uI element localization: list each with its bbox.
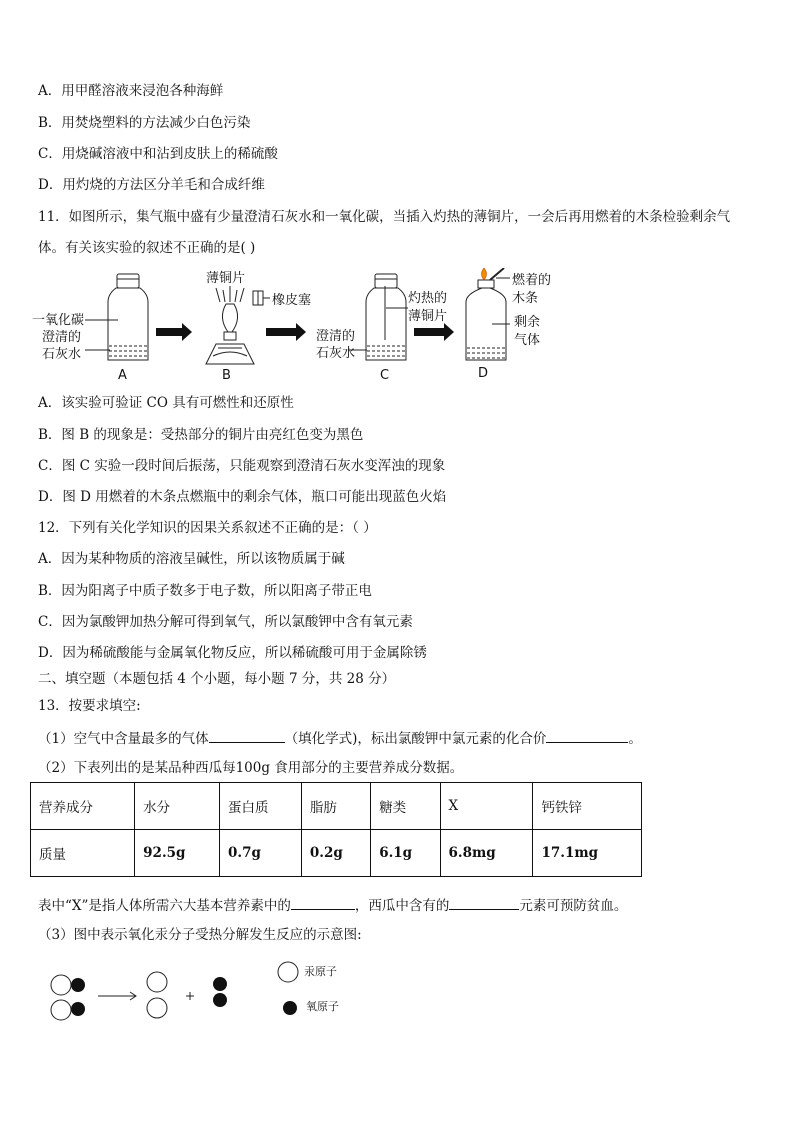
q13-part3: （3）图中表示氧化汞分子受热分解发生反应的示意图: bbox=[38, 927, 362, 943]
q12-stem: 12．下列有关化学知识的因果关系叙述不正确的是：（ ） bbox=[38, 520, 377, 536]
table-cell: 糖类 bbox=[371, 783, 440, 830]
table-cell: 钙铁锌 bbox=[533, 783, 642, 830]
table-cell: 6.8mg bbox=[440, 830, 533, 877]
table-header-row bbox=[31, 783, 642, 830]
nutrition-table bbox=[30, 782, 642, 877]
table-cell: 蛋白质 bbox=[220, 783, 302, 830]
table-row bbox=[31, 830, 642, 877]
bottle-d bbox=[466, 268, 510, 360]
label-remaining-gas-2: 气体 bbox=[514, 333, 541, 348]
q10-option-c: C．用烧碱溶液中和沾到皮肤上的稀硫酸 bbox=[38, 146, 278, 162]
label-hot-copper-2: 薄铜片 bbox=[408, 309, 448, 324]
label-hot-copper-1: 灼热的 bbox=[408, 291, 448, 306]
table-cell: 6.1g bbox=[371, 830, 440, 877]
q13-part1-text-c: 。 bbox=[628, 731, 642, 747]
table-cell: 92.5g bbox=[135, 830, 220, 877]
table-cell: 脂肪 bbox=[301, 783, 370, 830]
q11-option-d: D．图 D 用燃着的木条点燃瓶中的剩余气体，瓶口可能出现蓝色火焰 bbox=[38, 489, 447, 505]
q13-stem: 13．按要求填空: bbox=[38, 698, 141, 714]
q11-experiment-figure bbox=[30, 268, 570, 386]
table-cell: 17.1mg bbox=[533, 830, 642, 877]
label-burning-stick-2: 木条 bbox=[512, 291, 539, 306]
q11-stem-line1: 11．如图所示，集气瓶中盛有少量澄清石灰水和一氧化碳，当插入灼热的薄铜片，一会后再用燃着的木条检验剩余气 bbox=[38, 209, 731, 225]
label-co: 一氧化碳 bbox=[32, 313, 85, 328]
arrow-1 bbox=[156, 323, 192, 341]
q11-option-c: C．图 C 实验一段时间后振荡，只能观察到澄清石灰水变浑浊的现象 bbox=[38, 458, 446, 474]
q13-after-text-a: 表中“X”是指人体所需六大基本营养素中的 bbox=[38, 898, 291, 914]
flame-icon bbox=[482, 268, 487, 280]
q13-part1-text-b: （填化学式)，标出氯酸钾中氯元素的化合价 bbox=[284, 731, 547, 747]
caption-c: C bbox=[380, 368, 390, 383]
q12-option-c: C．因为氯酸钾加热分解可得到氧气，所以氯酸钾中含有氧元素 bbox=[38, 614, 413, 630]
arrow-3 bbox=[414, 323, 454, 341]
hgo-decomposition-diagram bbox=[48, 958, 388, 1026]
q12-option-b: B．因为阳离子中质子数多于电子数，所以阳离子带正电 bbox=[38, 583, 372, 599]
legend-mercury-atom: 汞原子 bbox=[304, 965, 337, 978]
label-rubber-stopper: 橡皮塞 bbox=[272, 293, 312, 308]
answer-blank-element[interactable] bbox=[449, 895, 519, 910]
legend-oxygen-atom: 氧原子 bbox=[306, 1000, 339, 1013]
q13-part1-text-a: （1）空气中含量最多的气体 bbox=[38, 731, 209, 747]
q12-option-a: A．因为某种物质的溶液呈碱性，所以该物质属于碱 bbox=[38, 551, 345, 567]
q11-option-a: A．该实验可验证 CO 具有可燃性和还原性 bbox=[38, 395, 294, 411]
label-limewater-a-1: 澄清的 bbox=[42, 330, 82, 345]
caption-b: B bbox=[222, 368, 231, 383]
q13-part1 bbox=[38, 728, 758, 748]
q13-after-table bbox=[38, 895, 758, 915]
q10-option-d: D．用灼烧的方法区分羊毛和合成纤维 bbox=[38, 177, 265, 193]
q13-after-text-b: ，西瓜中含有的 bbox=[354, 898, 450, 914]
caption-a: A bbox=[118, 368, 127, 383]
answer-blank-valence[interactable] bbox=[546, 728, 628, 743]
answer-blank-gas[interactable] bbox=[209, 728, 285, 743]
label-burning-stick-1: 燃着的 bbox=[512, 273, 552, 288]
q10-option-b: B．用焚烧塑料的方法减少白色污染 bbox=[38, 115, 251, 131]
q13-after-text-c: 元素可预防贫血。 bbox=[519, 898, 628, 914]
bottle-c bbox=[348, 274, 408, 360]
table-cell: 质量 bbox=[31, 830, 135, 877]
lamp-b bbox=[206, 286, 270, 364]
caption-d: D bbox=[478, 366, 489, 381]
bottle-a bbox=[85, 274, 148, 360]
q13-part2: （2）下表列出的是某品种西瓜每100g 食用部分的主要营养成分数据。 bbox=[38, 760, 464, 776]
table-cell: 0.7g bbox=[220, 830, 302, 877]
answer-blank-nutrient[interactable] bbox=[291, 895, 355, 910]
label-limewater-c-2: 石灰水 bbox=[316, 346, 356, 361]
label-limewater-a-2: 石灰水 bbox=[42, 347, 82, 362]
q11-option-b: B．图 B 的现象是：受热部分的铜片由亮红色变为黑色 bbox=[38, 427, 364, 443]
label-remaining-gas-1: 剩余 bbox=[514, 315, 541, 330]
table-cell: 0.2g bbox=[301, 830, 370, 877]
arrow-2 bbox=[266, 323, 306, 341]
section-2-heading: 二、填空题（本题包括 4 个小题，每小题 7 分，共 28 分） bbox=[38, 671, 396, 687]
q10-option-a: A．用甲醛溶液来浸泡各种海鲜 bbox=[38, 83, 224, 99]
label-copper-sheet: 薄铜片 bbox=[206, 271, 246, 286]
table-cell: 营养成分 bbox=[31, 783, 135, 830]
q11-stem-line2: 体。有关该实验的叙述不正确的是( ) bbox=[38, 240, 256, 256]
table-cell: 水分 bbox=[135, 783, 220, 830]
q12-option-d: D．因为稀硫酸能与金属氧化物反应，所以稀硫酸可用于金属除锈 bbox=[38, 645, 427, 661]
table-cell: X bbox=[440, 783, 533, 830]
label-limewater-c-1: 澄清的 bbox=[316, 329, 356, 344]
